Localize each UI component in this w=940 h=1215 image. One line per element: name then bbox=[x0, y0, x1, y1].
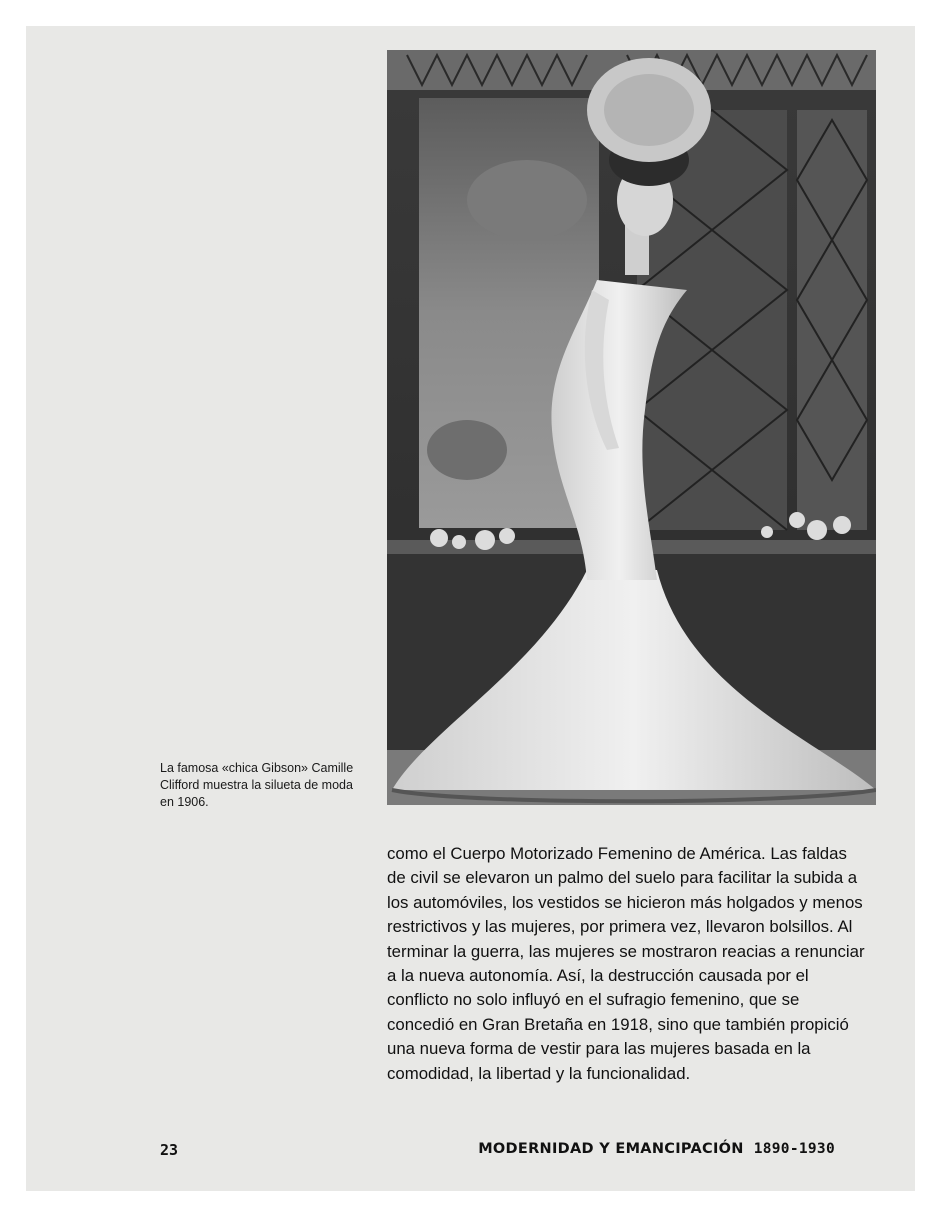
body-paragraph: como el Cuerpo Motorizado Femenino de América. Las faldas de civil se elevaron un palmo del suelo para facilitar la subida a los automóviles, los vestidos se hicieron más holgados y menos restrictivos y las mujeres, por primera vez, llevaron bolsillos. Al terminar la guerra, las mujeres se mostraron reacias a renunciar a la nueva autonomía. Así, la destrucción causada por el conflicto no solo influyó en el sufragio femenino, que se concedió en Gran Bretaña en 1918, sino que también propició una nueva forma de vestir para las mujeres basada en la comodidad, la libertad y la funcionalidad. bbox=[387, 844, 865, 1083]
gibson-girl-photo-illustration bbox=[387, 50, 876, 805]
section-title: MODERNIDAD Y EMANCIPACIÓN bbox=[478, 1141, 744, 1157]
photo-caption: La famosa «chica Gibson» Camille Clifford muestra la silueta de moda en 1906. bbox=[160, 761, 354, 809]
book-page bbox=[26, 26, 915, 1191]
section-years: 1890-1930 bbox=[753, 1141, 835, 1157]
page-number: 23 bbox=[160, 1141, 179, 1159]
historical-photo bbox=[387, 50, 876, 805]
running-footer bbox=[478, 1141, 835, 1157]
